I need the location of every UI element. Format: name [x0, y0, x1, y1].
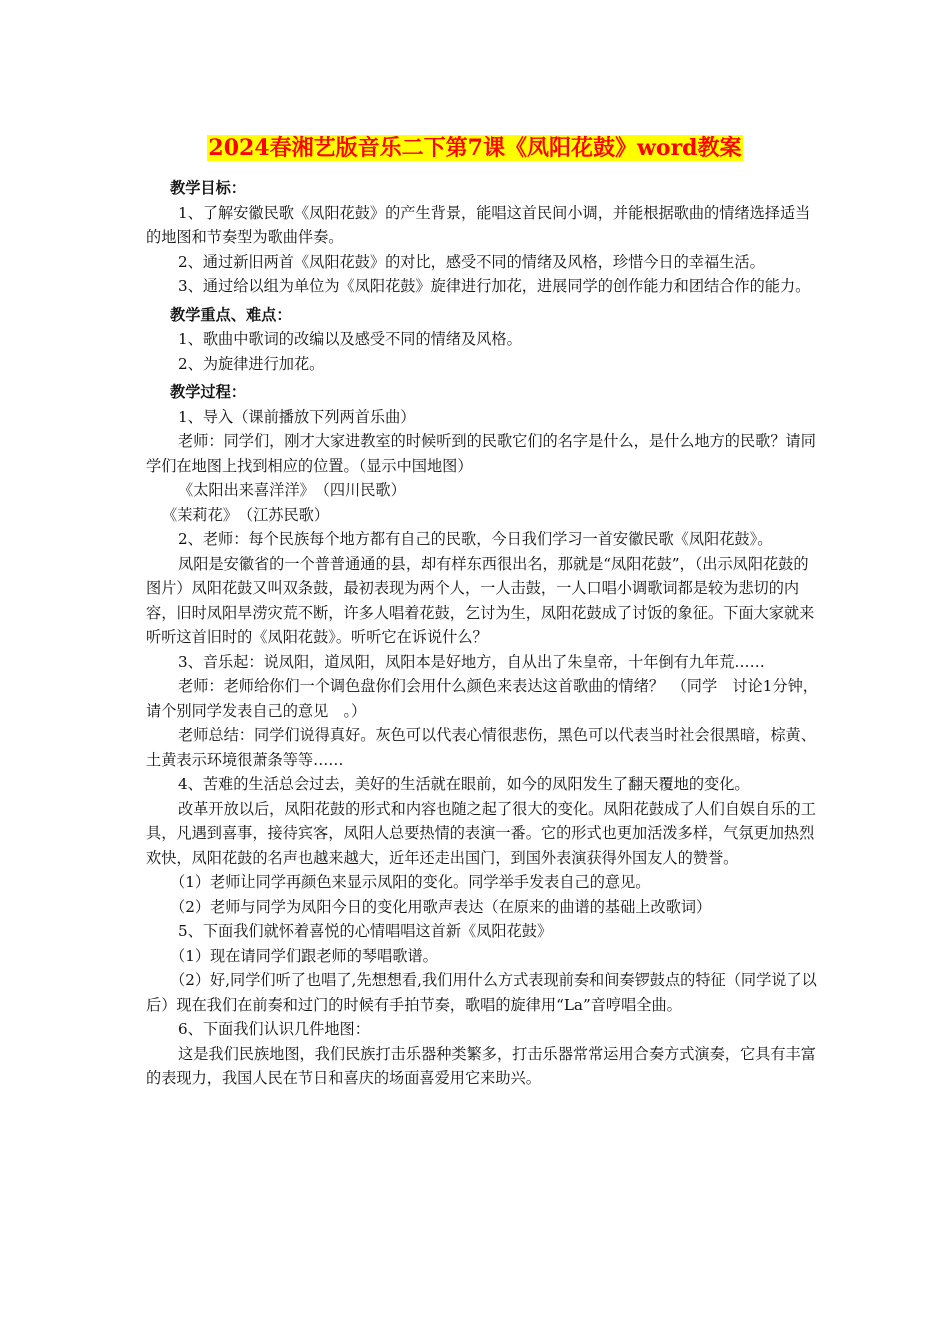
- process-paragraph: 老师总结：同学们说得真好。灰色可以代表心情很悲伤，黑色可以代表当时社会很黑暗，棕黄、土黄表示环境很萧条等等……: [146, 726, 816, 769]
- process-paragraph: 老师：同学们，刚才大家进教室的时候听到的民歌它们的名字是什么，是什么地方的民歌？请同学们在地图上找到相应的位置。（显示中国地图）: [146, 432, 816, 475]
- process-paragraph: 老师：老师给你们一个调色盘你们会用什么颜色来表达这首歌曲的情绪？ （同学 讨论1分钟，请个别同学发表自己的意见 。）: [146, 677, 818, 720]
- goals-heading: 教学目标：: [170, 179, 246, 197]
- process-paragraph: （1）老师让同学再颜色来显示凤阳的变化。同学举手发表自己的意见。: [170, 873, 651, 891]
- process-paragraph: （2）好,同学们听了也唱了,先想想看,我们用什么方式表现前奏和间奏锣鼓点的特征（同学说了以后）现在我们在前奏和过门的时候有手拍节奏，歌唱的旋律用“La”音哼唱全曲。: [146, 971, 817, 1014]
- key-item: 2、为旋律进行加花。: [178, 354, 325, 373]
- title-text: 2024春湘艺版音乐二下第7课《凤阳花鼓》word教案: [208, 135, 742, 161]
- key-item: 1、歌曲中歌词的改编以及感受不同的情绪及风格。: [178, 330, 522, 348]
- document-title: [0, 132, 950, 164]
- goal-item: 3、通过给以组为单位为《凤阳花鼓》旋律进行加花，进展同学的创作能力和团结合作的能力。: [178, 277, 811, 295]
- process-paragraph: 改革开放以后，凤阳花鼓的形式和内容也随之起了很大的变化。凤阳花鼓成了人们自娱自乐的工具，凡遇到喜事，接待宾客，凤阳人总要热情的表演一番。它的形式也更加活泼多样，气氛更加热烈欢快，凤阳花鼓的名声也越来越大，近年还走出国门，到国外表演获得外国友人的赞誉。: [146, 799, 816, 867]
- process-paragraph: 4、苦难的生活总会过去，美好的生活就在眼前，如今的凤阳发生了翻天覆地的变化。: [178, 775, 750, 793]
- document-body: [146, 176, 818, 1091]
- process-paragraph: 6、下面我们认识几件地图：: [178, 1020, 370, 1038]
- goal-item: 1、了解安徽民歌《凤阳花鼓》的产生背景，能唱这首民间小调，并能根据歌曲的情绪选择适当的地图和节奏型为歌曲伴奏。: [146, 203, 811, 246]
- process-paragraph: （2）老师与同学为凤阳今日的变化用歌声表达（在原来的曲谱的基础上改歌词）: [170, 897, 712, 916]
- process-paragraph: 这是我们民族地图，我们民族打击乐器种类繁多，打击乐器常常运用合奏方式演奏，它具有丰富的表现力，我国人民在节日和喜庆的场面喜爱用它来助兴。: [146, 1044, 816, 1087]
- song-entry: 《茉莉花》 （江苏民歌）: [162, 505, 330, 524]
- process-paragraph: （1）现在请同学们跟老师的琴唱歌谱。: [170, 946, 438, 965]
- goal-item: 2、通过新旧两首《凤阳花鼓》的对比，感受不同的情绪及风格，珍惜今日的幸福生活。: [178, 252, 765, 271]
- process-paragraph: 5、下面我们就怀着喜悦的心情唱唱这首新《凤阳花鼓》: [178, 922, 553, 940]
- key-heading: 教学重点、难点：: [170, 305, 292, 324]
- process-heading: 教学过程：: [170, 383, 246, 401]
- song-entry: 《太阳出来喜洋洋》 （四川民歌）: [178, 481, 406, 499]
- process-paragraph: 1、导入（课前播放下列两首乐曲）: [178, 407, 416, 426]
- process-paragraph: 2、老师：每个民族每个地方都有自己的民歌，今日我们学习一首安徽民歌《凤阳花鼓》。: [178, 530, 773, 548]
- process-paragraph: 3、音乐起：说凤阳，道凤阳，凤阳本是好地方，自从出了朱皇帝，十年倒有九年荒……: [178, 652, 765, 671]
- process-paragraph: 凤阳是安徽省的一个普普通通的县，却有样东西很出名，那就是“凤阳花鼓”，（出示凤阳花鼓的图片）凤阳花鼓又叫双条鼓，最初表现为两个人，一人击鼓，一人口唱小调歌词都是较为悲切的内容，旧时凤阳旱涝灾荒不断，许多人唱着花鼓，乞讨为生，凤阳花鼓成了讨饭的象征。下面大家就来听听这首旧时的《凤阳花鼓》。听听它在诉说什么？: [146, 554, 815, 646]
